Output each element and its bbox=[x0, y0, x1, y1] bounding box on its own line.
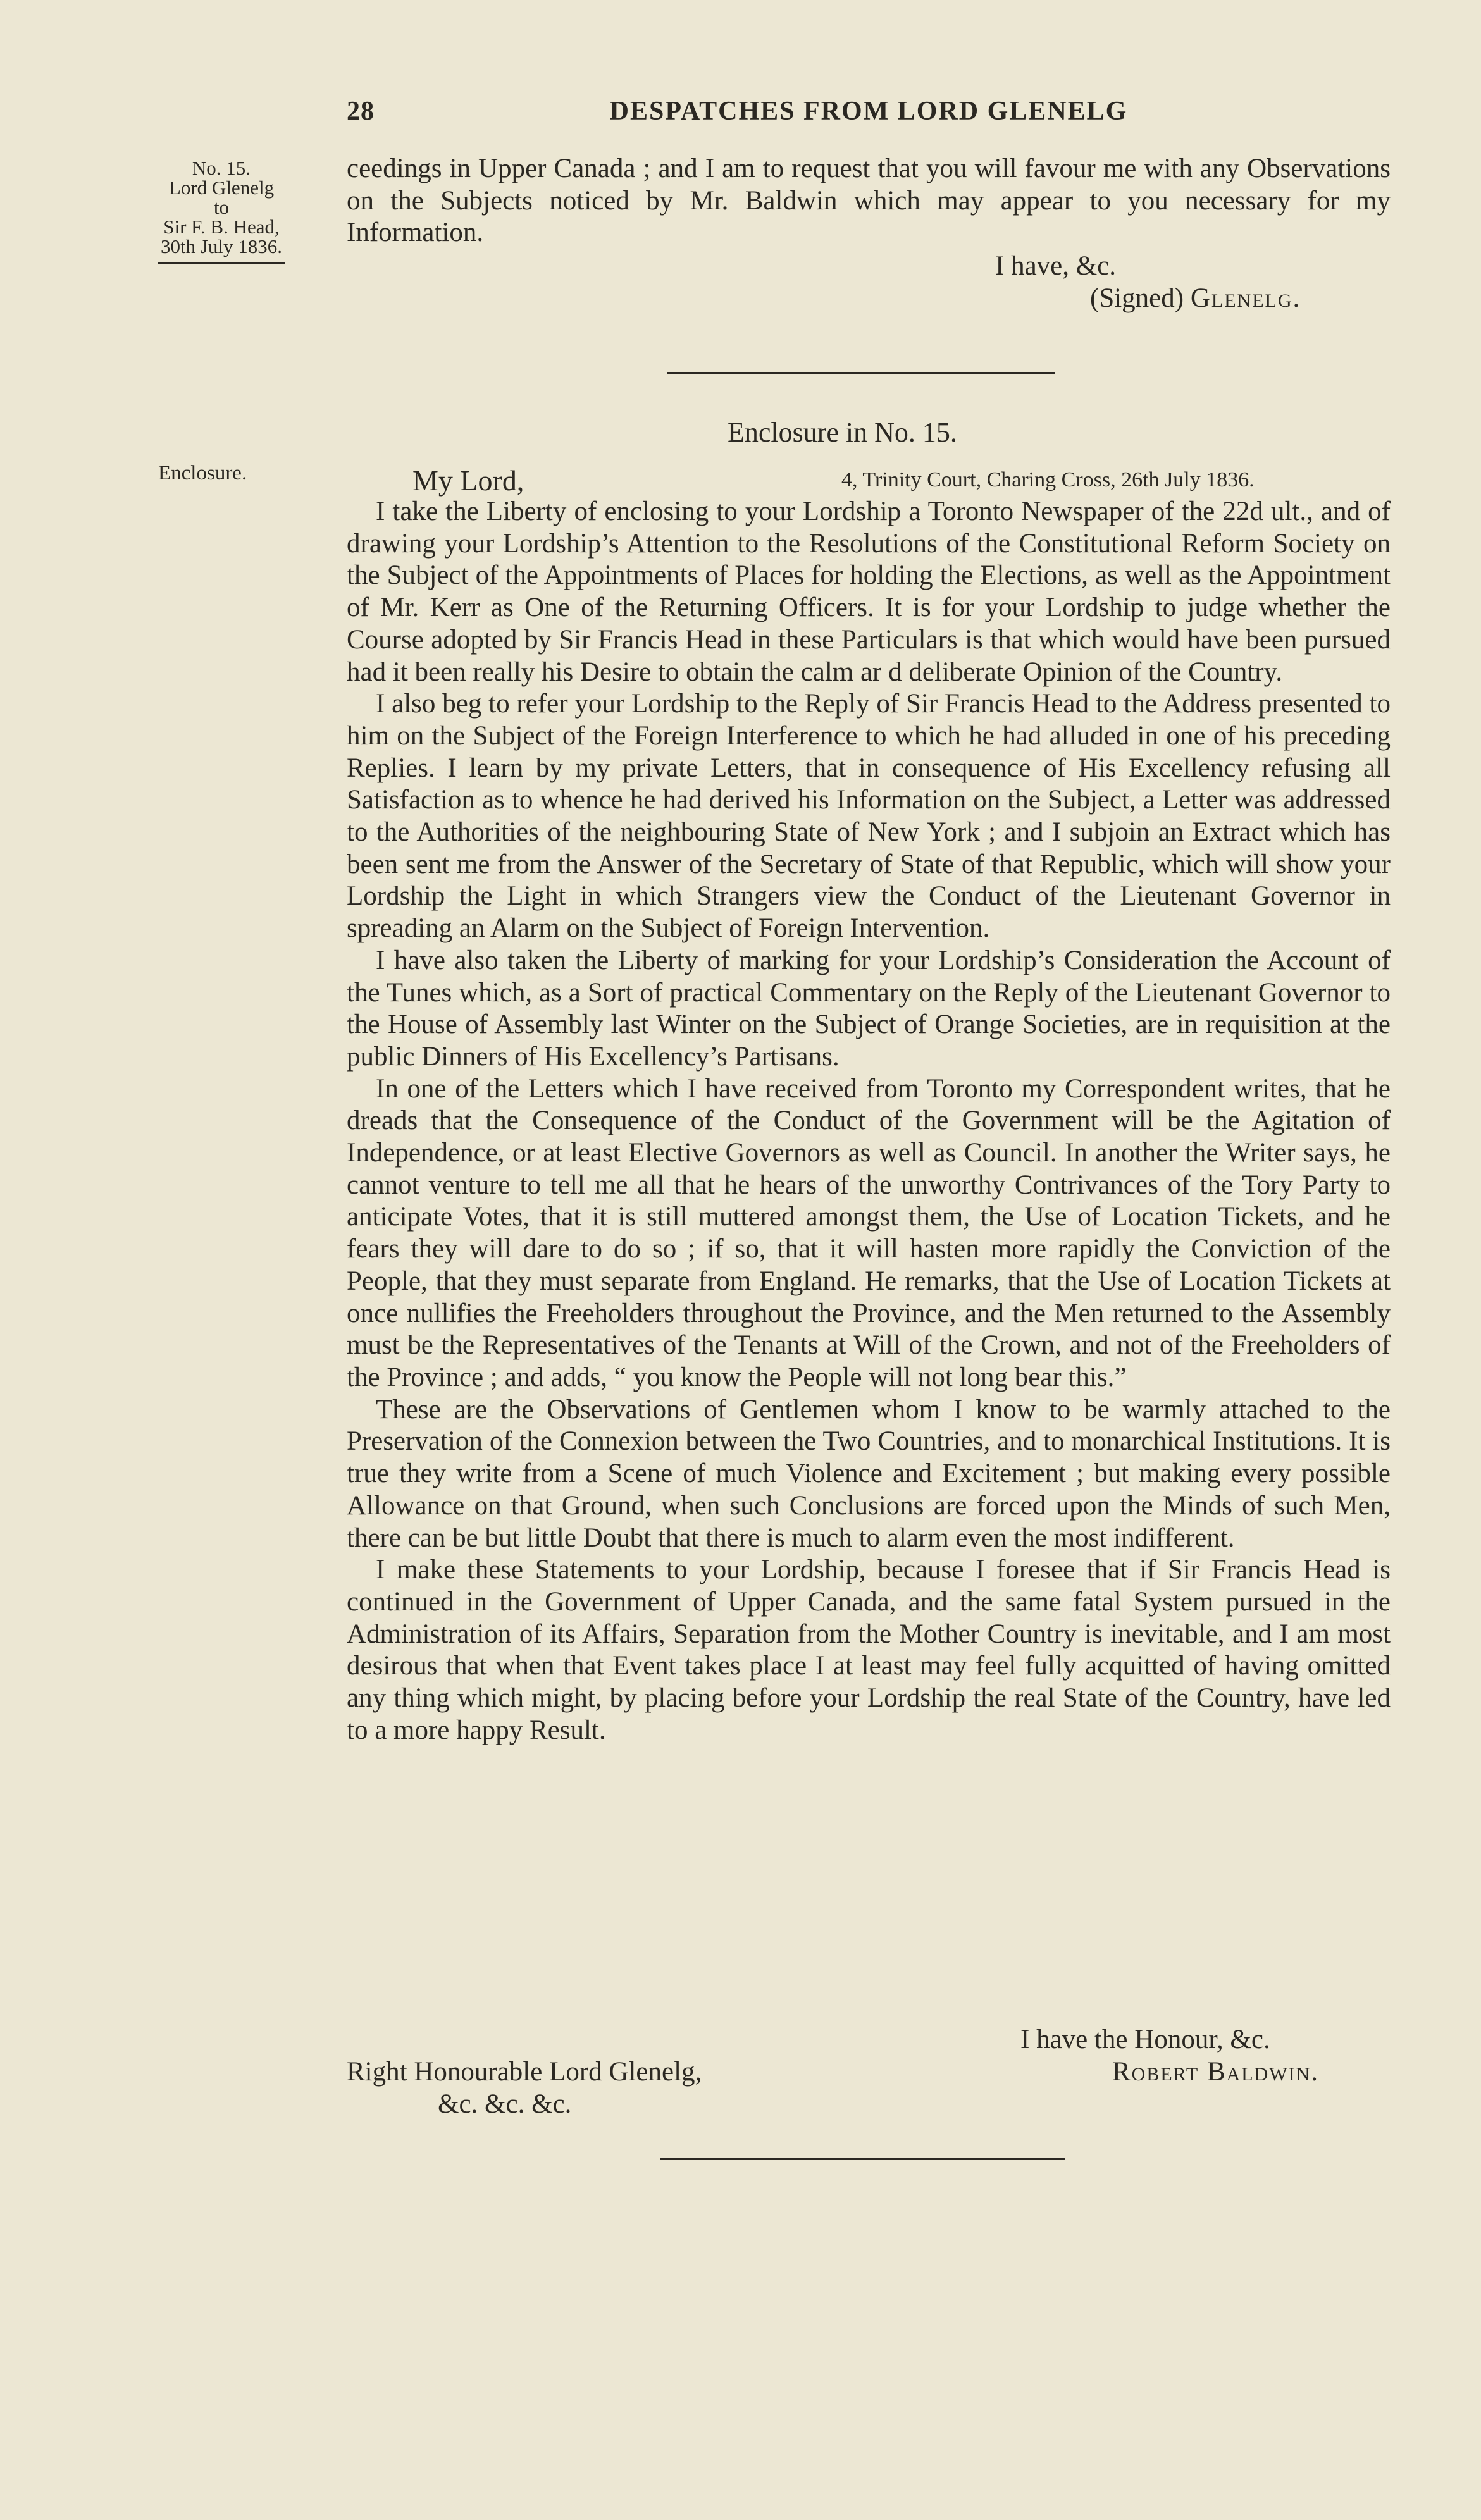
addressee-etc: &c. &c. &c. bbox=[438, 2089, 572, 2119]
letter1-closing: I have, &c. bbox=[995, 251, 1117, 281]
margin-note-line: Lord Glenelg bbox=[168, 176, 275, 199]
enclosure-paragraph: These are the Observations of Gentlemen whom I know to be warmly attached to the Preservation of the Connexion between the Two Countries, and to monarchical Institutions. It is true they write from a Scene of much Violence and Excitement ; but making every possible Allowance on that Ground, when such Conclusions are forced upon the Minds of such Men, there can be but little Doubt that there is much to alarm even the most indifferent. bbox=[347, 1394, 1391, 1553]
running-head: DESPATCHES FROM LORD GLENELG bbox=[609, 97, 1128, 126]
enclosure-signer: Robert Baldwin. bbox=[1112, 2057, 1320, 2087]
letter1-signature bbox=[1090, 283, 1301, 314]
enclosure-paragraph: I have also taken the Liberty of marking for your Lordship’s Consideration the Account of the Tunes which, as a Sort of practical Commentary on the Reply of the Lieutenant Governor to the House of Assembly last Winter on the Subject of Orange Societies, are in requisition at the public Dinners of His Excellency’s Partisans. bbox=[347, 945, 1391, 1072]
enclosure-closing: I have the Honour, &c. bbox=[1020, 2025, 1270, 2054]
enclosure-paragraph: I take the Liberty of enclosing to your Lordship a Toronto Newspaper of the 22d ult., and of drawing your Lordship’s Attention to the Resolutions of the Constitutional Reform Society on the Subject of the Appointments of Places for holding the Elections, as well as the Appointment of Mr. Kerr as One of the Returning Officers. It is for your Lordship to judge whether the Course adopted by Sir Francis Head in these Particulars is that which would have been pursued had it been really his Desire to obtain the calm ar d deliberate Opinion of the Country. bbox=[347, 497, 1391, 687]
enclosure-paragraph: I make these Statements to your Lordship, because I foresee that if Sir Francis Head is continued in the Government of Upper Canada, and the same fatal System pursued in the Administration of its Affairs, Separation from the Mother Country is inevitable, and I am most desirous that when that Event takes place I at least may feel fully acquitted of having omitted any thing which might, by placing before your Lordship the real State of the Country, have led to a more happy Result. bbox=[347, 1555, 1391, 1745]
sender-address: 4, Trinity Court, Charing Cross, 26th July 1836. bbox=[841, 468, 1255, 491]
section-divider bbox=[667, 372, 1055, 374]
closing-divider bbox=[660, 2158, 1065, 2160]
margin-note bbox=[127, 158, 316, 264]
margin-note-rule bbox=[158, 262, 285, 264]
enclosure-paragraph: In one of the Letters which I have received from Toronto my Correspondent writes, that he dreads that the Consequence of the Conduct of the Government will be the Agitation of Independence, or at least Elective Governors as well as Council. In another the Writer says, he cannot venture to tell me all that he hears of the unworthy Contrivances of the Tory Party to anticipate Votes, that it is still muttered amongst them, the Use of Location Tickets, and he fears they will dare to do so ; if so, that it will hasten more rapidly the Conviction of the People, that they must separate from England. He remarks, that the Use of Location Tickets at once nullifies the Freeholders throughout the Province, and the Men returned to the Assembly must be the Representatives of the Tenants at Will of the Crown, and not of the Freeholders of the Province ; and adds, “ you know the People will not long bear this.” bbox=[347, 1073, 1391, 1392]
margin-note-line: 30th July 1836. bbox=[160, 235, 283, 257]
letter1-signer: Glenelg. bbox=[1190, 283, 1301, 313]
margin-enclosure-label: Enclosure. bbox=[158, 462, 247, 485]
letter1-body bbox=[347, 153, 1391, 249]
margin-note-line: to bbox=[213, 196, 230, 218]
enclosure-body bbox=[347, 496, 1391, 1746]
margin-note-line: Sir F. B. Head, bbox=[163, 216, 280, 238]
letter1-paragraph: ceedings in Upper Canada ; and I am to request that you will favour me with any Observations on the Subjects noticed by Mr. Baldwin which may appear to you necessary for my Information. bbox=[347, 154, 1391, 248]
enclosure-heading: Enclosure in No. 15. bbox=[728, 417, 957, 448]
page-header bbox=[347, 96, 1391, 134]
enclosure-paragraph: I also beg to refer your Lordship to the Reply of Sir Francis Head to the Address presented to him on the Subject of the Foreign Interference to which he had alluded in one of his preceding Replies. I learn by my private Letters, that in consequence of His Excellency refusing all Satisfaction as to whence he had derived his Information on the Subject, a Letter was addressed to the Authorities of the neighbouring State of New York ; and I subjoin an Extract which has been sent me from the Answer of the Secretary of State of that Republic, which will show your Lordship the Light in which Strangers view the Conduct of the Lieutenant Governor in spreading an Alarm on the Subject of Foreign Intervention. bbox=[347, 689, 1391, 944]
margin-note-line: No. 15. bbox=[192, 157, 251, 179]
salutation: My Lord, bbox=[412, 464, 524, 497]
signed-prefix: (Signed) bbox=[1090, 283, 1184, 313]
page-number: 28 bbox=[347, 97, 375, 126]
addressee: Right Honourable Lord Glenelg, bbox=[347, 2057, 702, 2087]
